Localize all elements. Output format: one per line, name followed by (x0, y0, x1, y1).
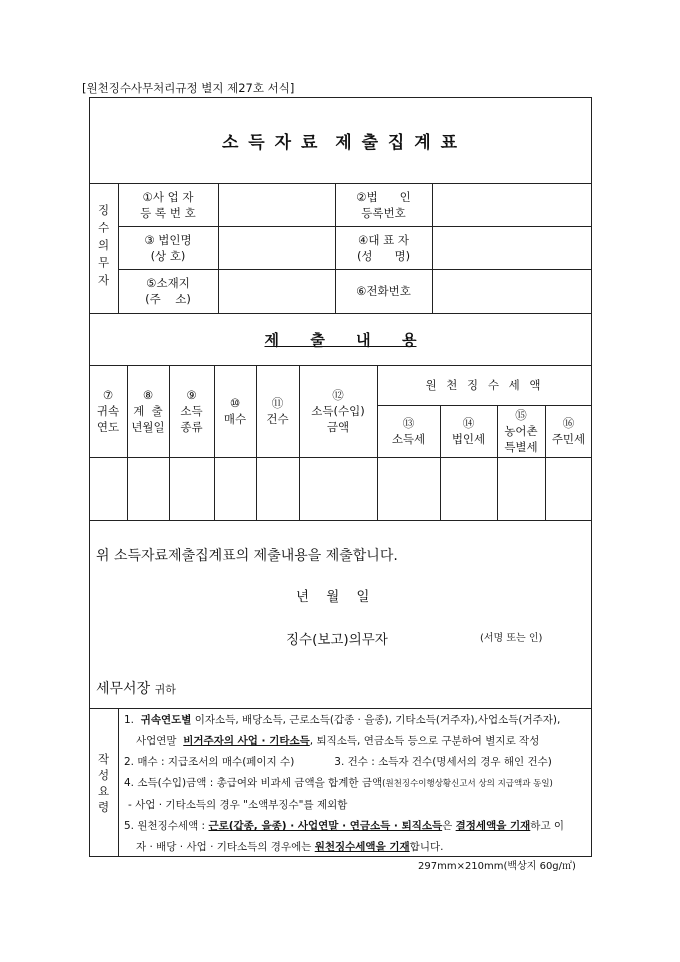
business-reg-no-field[interactable] (219, 184, 335, 226)
col-corporate-tax: ⑭ 법인세 (451, 416, 486, 446)
paper-spec: 297mm×210mm(백상지 60g/㎡) (418, 861, 576, 872)
col-sheets: ⑩ 매수 (223, 396, 247, 426)
col-count: ⑪ 건수 (266, 396, 289, 426)
corp-name-field[interactable] (219, 227, 335, 269)
data-entry-row[interactable] (89, 458, 592, 520)
instructions-label: 작성요령 (97, 751, 110, 814)
col-income-tax: ⑬ 소득세 (391, 416, 426, 446)
addressee: 세무서장 귀하 (96, 681, 176, 697)
representative-label: ④대 표 자 (성 명) (356, 232, 411, 263)
section-title: 제 출 내 용 (264, 330, 417, 349)
representative-field[interactable] (433, 227, 591, 269)
col-rural-special-tax: ⑮ 농어촌 특별세 (504, 408, 538, 454)
col-resident-tax: ⑯ 주민세 (551, 416, 586, 446)
declaration-date: 년 월 일 (296, 589, 370, 605)
signer-label: 징수(보고)의무자 (286, 632, 388, 648)
payer-label: 징수의무자 (96, 204, 111, 292)
corp-reg-no-field[interactable] (433, 184, 591, 226)
form-reference: [원천징수사무처리규정 별지 제27호 서식] (82, 81, 295, 95)
form-title: 소 득 자 료 제 출 집 계 표 (221, 132, 460, 153)
corp-reg-no-label: ②법 인 등록번호 (356, 189, 411, 220)
col-submit-date: ⑧ 계 출 년월일 (131, 388, 165, 434)
address-field[interactable] (219, 270, 335, 313)
col-income-type: ⑨ 소득 종류 (180, 388, 203, 434)
declaration-statement: 위 소득자료제출집계표의 제출내용을 제출합니다. (96, 548, 398, 564)
phone-label: ⑥전화번호 (356, 284, 411, 298)
address-label: ⑤소재지 (주 소) (145, 276, 191, 306)
phone-field[interactable] (433, 270, 591, 313)
instructions-list: 1. 귀속연도별 이자소득, 배당소득, 근로소득(갑종 · 을종), 기타소득(거주자),사업소득(거주자), 사업연말 비거주자의 사업 · 기타소득, 퇴직소득, 연금소득 등으로 구분하여 별지로 작성 2. 매수 : 지급조서의 매수(페이지 수) 3. 건수 : 소득자 건수(명세서의 경우 해인 건수) 4. 소득(수입)금액 : 총급여와 비과세 금액을 합계한 금액(원천징수이행상황신고서 상의 지급액과 동일) - 사업 · 기타소득의 경우 "소액부징수"를 제외함 5. 원천징수세액 : 근로(갑종, 을종) · 사업연말 · 연금소득 · 퇴직소득은 결정세액을 기재하고 이 자 · 배당 · 사업 · 기타소득의 경우에는 원천징수세액을 기재합니다. (124, 714, 565, 853)
sign-note: (서명 또는 인) (480, 633, 543, 644)
col-attribution-year: ⑦ 귀속 연도 (96, 388, 120, 434)
business-reg-no-label: ①사 업 자 등 록 번 호 (140, 189, 196, 220)
withholding-tax-group: 원 천 징 수 세 액 (425, 378, 544, 392)
corp-name-label: ③ 법인명 (상 호) (144, 232, 192, 263)
col-income-amount: ⑫ 소득(수입) 금액 (311, 388, 365, 434)
